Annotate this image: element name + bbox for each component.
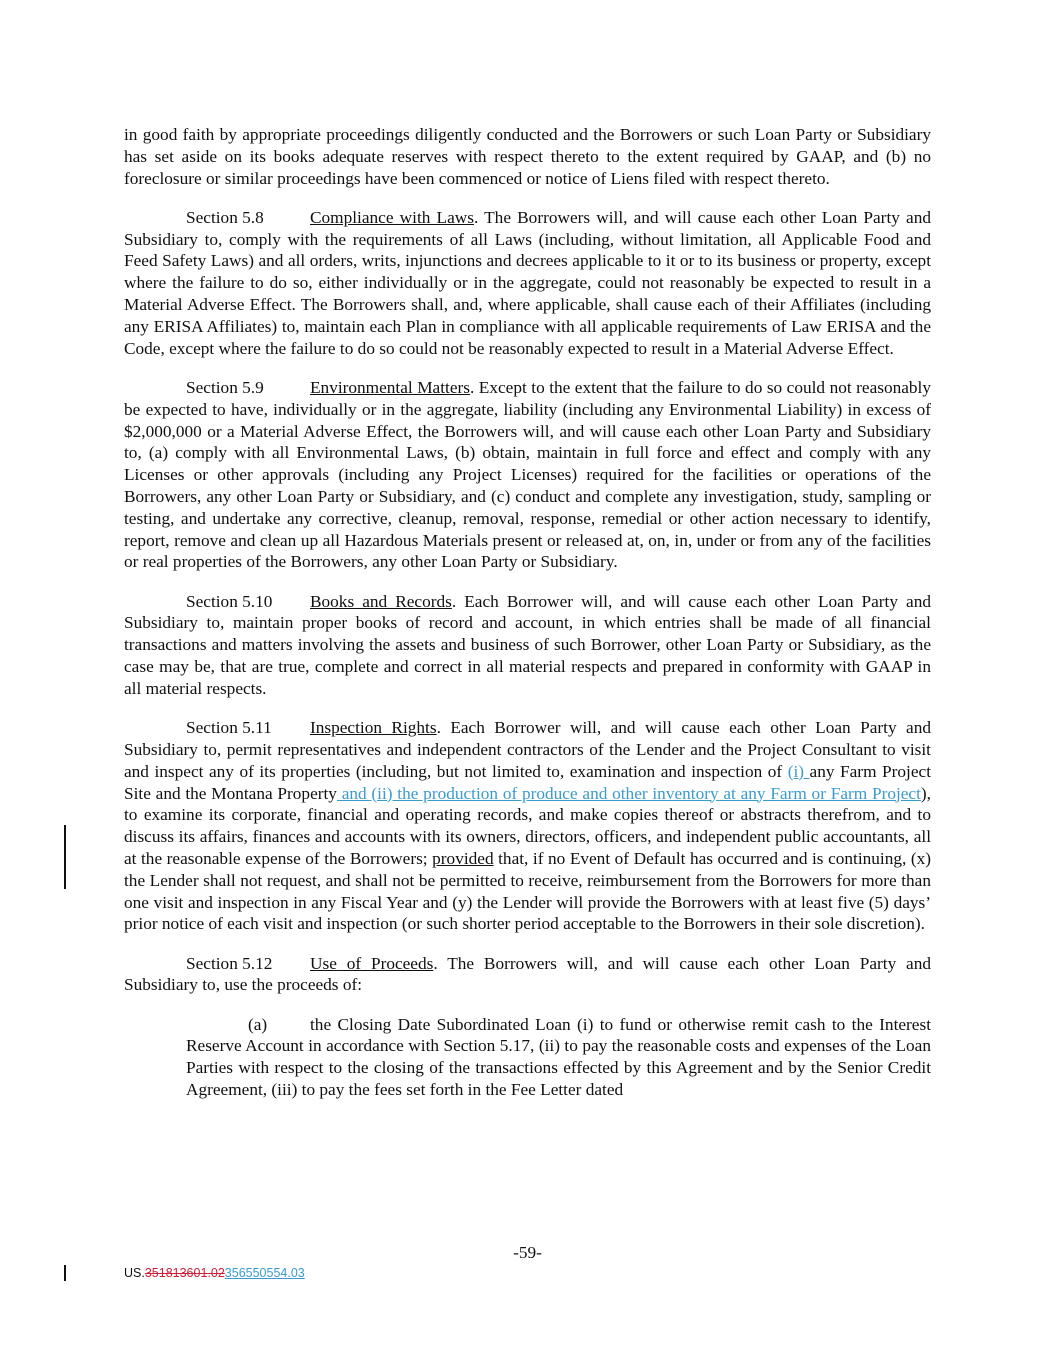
section-number: Section 5.12 [186, 953, 273, 973]
tracked-insertion: (i) [787, 761, 810, 781]
section-5-9 [124, 377, 931, 573]
section-body-part-4: that, if no Event of Default has occurred and is continuing, (x) the Lender shall not request, and shall not be permitted to receive, reimbursement from the Borrowers for more than one visit and inspection in any Fiscal Year and (y) the Lender will provide the Borrowers with at least five (5) days’ prior notice of each visit and inspection (or such shorter period acceptable to the Borrowers in their sole discretion). [124, 848, 931, 934]
section-number: Section 5.8 [186, 207, 264, 227]
section-title: Use of Proceeds [310, 953, 434, 973]
section-title: Environmental Matters [310, 377, 470, 397]
provided-term: provided [432, 848, 494, 868]
subclause-a [186, 1014, 931, 1101]
change-bar [64, 1265, 66, 1281]
page-number: -59- [513, 1243, 542, 1262]
section-body-part-2: any Farm Project Site and the Montana Property [124, 761, 931, 803]
section-body-part-1: . Each Borrower will, and will cause each other Loan Party and Subsidiary to, permit representatives and independent contractors of the Lender and the Project Consultant to visit and inspect any of its properties (including, but not limited to, examination and inspection of [124, 718, 931, 781]
section-5-11 [124, 717, 931, 935]
section-body: . The Borrowers will, and will cause each other Loan Party and Subsidiary to, use the proceeds of: [124, 953, 932, 995]
tracked-insertion: and (ii) the production of produce and other inventory at any Farm or Farm Project [336, 783, 921, 803]
section-body-part-3: ), to examine its corporate, financial and operating records, and make copies thereof or abstracts therefrom, and to discuss its affairs, finances and accounts with its owners, directors, officers, and independent public accountants, all at the reasonable expense of the Borrowers; [124, 783, 931, 868]
section-title: Inspection Rights [310, 718, 437, 738]
section-5-12 [124, 953, 931, 997]
section-body: . The Borrowers will, and will cause each other Loan Party and Subsidiary to, comply with the requirements of all Laws (including, without limitation, all Applicable Food and Feed Safety Laws) and all orders, writs, injunctions and decrees applicable to it or to its business or property, except where the failure to do so, either individually or in the aggregate, could not reasonably be expected to result in a Material Adverse Effect. The Borrowers shall, and, where applicable, shall cause each of their Affiliates (including any ERISA Affiliates) to, maintain each Plan in compliance with all applicable requirements of Law ERISA and the Code, except where the failure to do so could not be reasonably expected to result in a Material Adverse Effect. [124, 207, 931, 358]
top-fragment: in good faith by appropriate proceedings diligently conducted and the Borrowers or such Loan Party or Subsidiary has set aside on its books adequate reserves with respect thereto to the extent required by GAAP, and (b) no foreclosure or similar proceedings have been commenced or notice of Liens filed with respect thereto. [124, 125, 931, 188]
section-5-8 [124, 207, 931, 360]
section-number: Section 5.9 [186, 377, 264, 397]
section-title: Compliance with Laws [310, 207, 474, 227]
section-body: . Except to the extent that the failure to do so could not reasonably be expected to have, individually or in the aggregate, liability (including any Environmental Liability) in excess of $2,000,000 or a Material Adverse Effect, the Borrowers will, and will cause each other Loan Party and Subsidiary to, (a) comply with all Environmental Laws, (b) obtain, maintain in full force and effect and comply with any Licenses or other approvals (including any Project Licenses) required for the facilities or operations of the Borrowers, any other Loan Party or Subsidiary, and (c) conduct and complete any investigation, study, sampling or testing, and undertake any corrective, cleanup, removal, response, remedial or other action necessary to identify, report, remove and clean up all Hazardous Materials present or released at, on, in, under or from any of the facilities or real properties of the Borrowers, any other Loan Party or Subsidiary. [124, 377, 931, 572]
section-number: Section 5.11 [186, 718, 272, 738]
change-bar [64, 825, 66, 889]
subclause-text: the Closing Date Subordinated Loan (i) to fund or otherwise remit cash to the Interest Reserve Account in accordance with Section 5.17, (ii) to pay the reasonable costs and expenses of the Loan Parties with respect to the closing of the transactions effected by this Agreement and by the Senior Credit Agreement, (iii) to pay the fees set forth in the Fee Letter dated [186, 1014, 931, 1100]
document-page [124, 124, 931, 1118]
section-number: Section 5.10 [186, 591, 273, 611]
doc-id-prefix: US. [124, 1266, 145, 1280]
doc-id-inserted: 356550554.03 [224, 1266, 305, 1280]
section-body: . Each Borrower will, and will cause each other Loan Party and Subsidiary to, maintain proper books of record and account, in which entries shall be made of all financial transactions and matters involving the assets and business of such Borrower, other Loan Party or Subsidiary, as the case may be, that are true, complete and correct in all material respects and prepared in conformity with GAAP in all material respects. [124, 591, 931, 698]
section-title: Books and Records [310, 591, 452, 611]
document-id [124, 1266, 305, 1280]
section-5-10 [124, 591, 931, 700]
subclause-label: (a) [248, 1014, 268, 1034]
doc-id-deleted: 351813601.02 [144, 1266, 225, 1280]
